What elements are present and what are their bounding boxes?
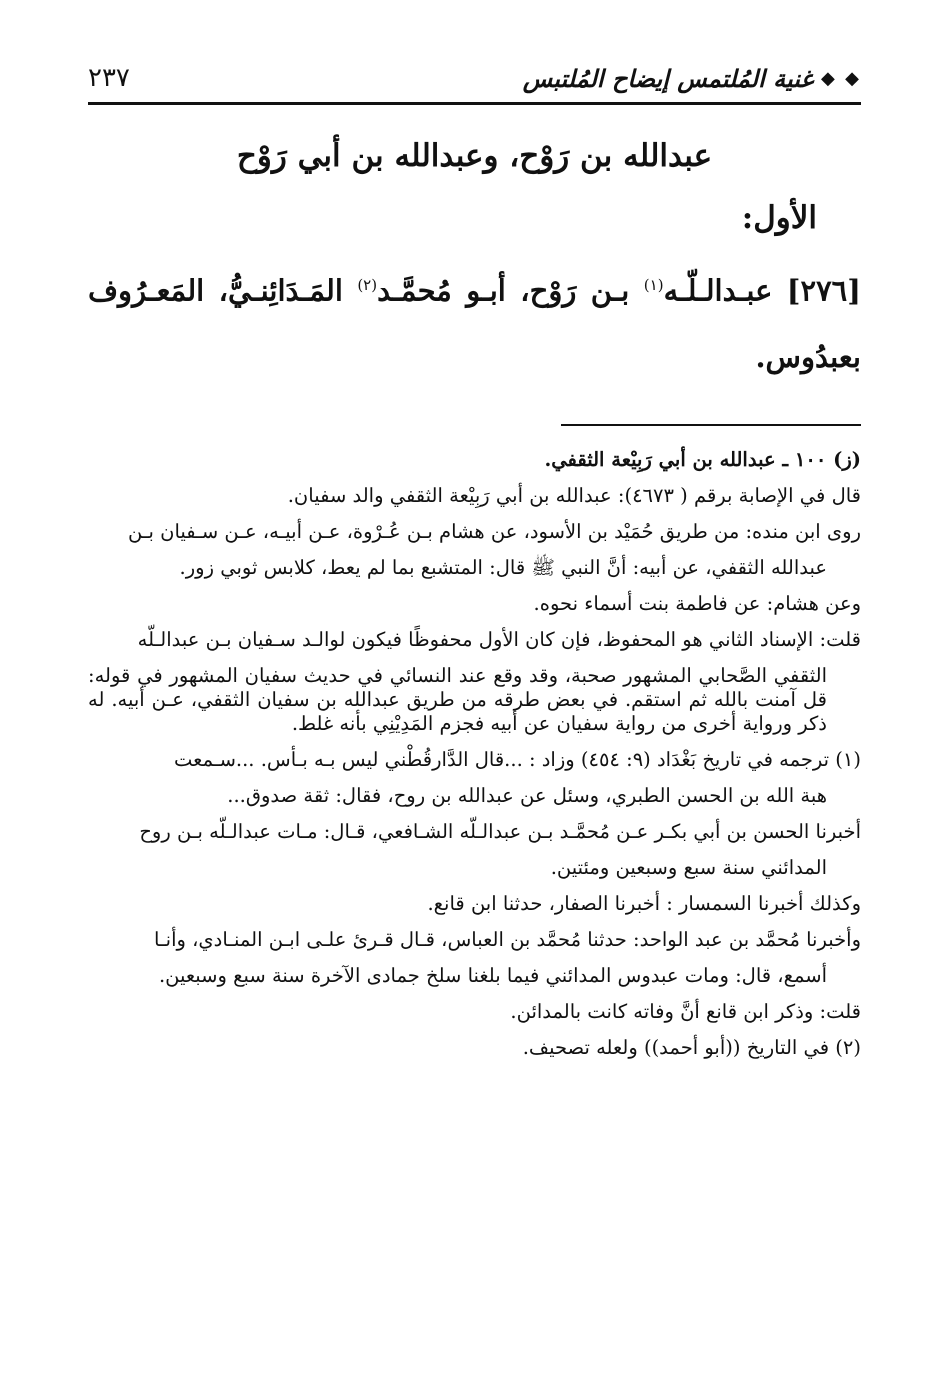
entry-number: [٢٧٦] xyxy=(786,273,861,308)
footnote-paragraph: (١) ترجمه في تاريخ بَغْدَاد (٩: ٤٥٤) وزاد : ...قال الدَّارقُطْني ليس بـه بـأس. ...سـمعت هبة الله بن الحسن الطبري، وسئل عن عبدالله بن روح، فقال: ثقة صدوق... xyxy=(174,748,861,807)
footnote-paragraph: قلت: وذكر ابن قانع أنَّ وفاته كانت بالمدائن. xyxy=(510,1000,861,1023)
footnote-marker-2[interactable]: (٢) xyxy=(357,276,378,294)
footnote-paragraph: وكذلك أخبرنا السمسار : أخبرنا الصفار، حدثنا ابن قانع. xyxy=(427,892,861,915)
page-number: ٢٣٧ xyxy=(88,63,130,93)
section-label: الأول: xyxy=(741,200,817,236)
footnote-divider xyxy=(561,424,861,426)
footnotes xyxy=(88,448,861,1072)
footnote-paragraph: قال في الإصابة برقم ( ٤٦٧٣): عبدالله بن أبي رَبِيْعة الثقفي والد سفيان. xyxy=(287,484,861,507)
diamond-ornament-icon: ◆ ◆ xyxy=(821,67,861,89)
running-title-text: غنية المُلتمس إيضاح المُلتبس xyxy=(522,63,814,93)
page-header xyxy=(88,58,861,98)
footnote-paragraph: قلت: الإسناد الثاني هو المحفوظ، فإن كان الأول محفوظًا فيكون لوالـد سـفيان بـن عبدالـلّه الثقفي الصَّحابي المشهور صحبة، وقد وقع عند النسائي في حديث سفيان المشهور في قوله: قل آمنت بالله ثم استقم. في بعض طرقه من طريق عبدالله بن سفيان الثقفي، عـن أبيه. له ذكر ورواية أخرى من رواية سفيان عن أبيه فجزم المَدِيْنِي بأنه غلط. xyxy=(88,628,861,735)
running-title xyxy=(523,64,861,93)
header-divider xyxy=(88,102,861,105)
entry-body xyxy=(88,252,861,390)
footnote-paragraph: وأخبرنا مُحمَّد بن عبد الواحد: حدثنا مُحمَّد بن العباس، قـال قـرئ علـى ابـن المنـادي، وأنـا أسمع، قال: ومات عبدوس المدائني فيما بلغنا سلخ جمادى الآخرة سنة سبع وسبعين. xyxy=(154,928,861,987)
entry-name-part3: المَـدَائِنـيُّ، المَعـرُوف بعبدُوس. xyxy=(88,273,861,374)
footnote-paragraph: أخبرنا الحسن بن أبي بكـر عـن مُحمَّـد بـن عبدالـلّه الشـافعي، قـال: مـات عبدالـلّه بـن روح المدائني سنة سبع وسبعين ومئتين. xyxy=(139,820,861,879)
entry-title: عبدالله بن رَوْح، وعبدالله بن أبي رَوْح xyxy=(236,138,713,174)
entry-name-part1: عبـدالـلّـه xyxy=(663,273,773,308)
footnote-paragraph: (ز) ١٠٠ ـ عبدالله بن أبي رَبِيْعة الثقفي. xyxy=(544,448,861,471)
footnote-paragraph: (٢) في التاريخ ((أبو أحمد)) ولعله تصحيف. xyxy=(522,1036,861,1059)
footnote-paragraph: روى ابن منده: من طريق حُمَيْد بن الأسود، عن هشام بـن عُـرْوة، عـن أبيـه، عـن سـفيان بـن عبدالله الثقفي، عن أبيه: أنَّ النبي ﷺ قال: المتشبع بما لم يعط، كلابس ثوبي زور. xyxy=(127,520,861,579)
entry-name-part2: بـن رَوْح، أبـو مُحمَّـد xyxy=(377,273,630,308)
footnote-paragraph: وعن هشام: عن فاطمة بنت أسماء نحوه. xyxy=(533,592,861,615)
footnote-marker-1[interactable]: (١) xyxy=(643,276,664,294)
